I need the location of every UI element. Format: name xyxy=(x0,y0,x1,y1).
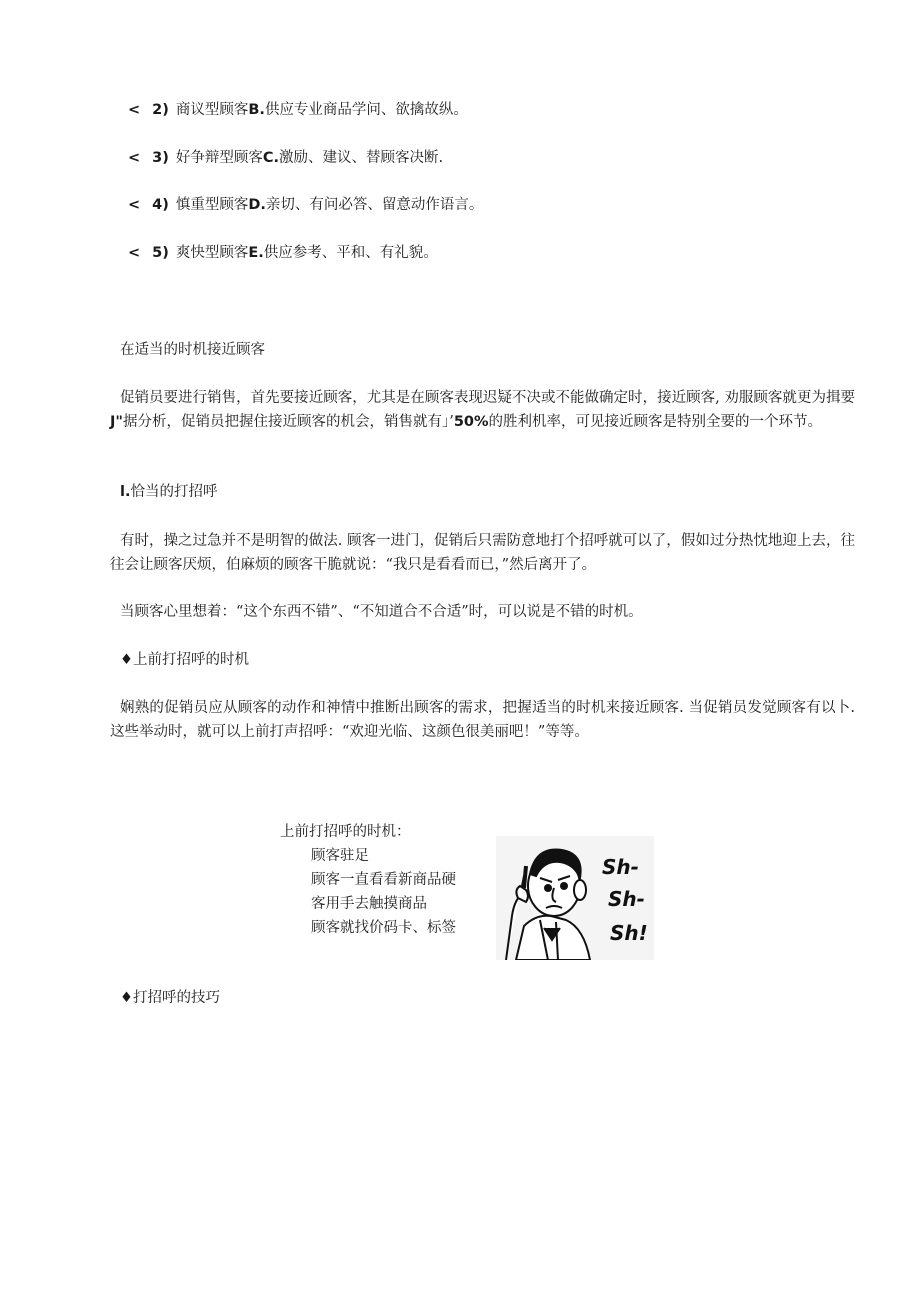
shushing-man-cartoon xyxy=(496,836,654,960)
match-description: 供应参考、平和、有礼貌。 xyxy=(263,245,438,261)
match-letter: D. xyxy=(248,197,266,213)
match-number: 5) xyxy=(152,245,169,261)
paragraph-timing-thought: 当顾客心里想着：“这个东西不错”、“不知道合不合适”时，可以说是不错的时机。 xyxy=(120,604,643,620)
match-number: 2) xyxy=(152,102,169,118)
match-description: 亲切、有问必答、留意动作语言。 xyxy=(265,197,484,213)
customer-type: 慎重型顾客 xyxy=(175,197,249,213)
intro-text-2: 据分析，促销员把握住接近顾客的机会，销售就有」’ xyxy=(122,414,454,430)
match-letter: E. xyxy=(248,245,264,261)
customer-type: 好争辩型顾客 xyxy=(175,150,263,166)
timing-item: 客用手去触摸商品 xyxy=(311,896,427,912)
intro-paragraph xyxy=(110,386,855,434)
heading-tips: ♦打招呼的技巧 xyxy=(120,990,220,1006)
section-title: 在适当的时机接近顾客 xyxy=(120,342,265,358)
matching-line xyxy=(128,195,483,215)
intro-text-3: 的胜利机率，可见接近顾客是特别全要的一个环节。 xyxy=(488,414,823,430)
intro-percent: 50% xyxy=(453,414,489,430)
intro-text-1: 促销员要进行销售，首先要接近顾客，尤其是在顾客表现迟疑不决或不能做确定时，接近顾客, 劝服顾客就更为揖要 xyxy=(120,390,855,406)
paragraph-observe: 娴熟的促销员应从顾客的动作和神情中推断出顾客的需求，把握适当的时机来接近顾客. 当促销员发觉顾客有以卜. 这些举动时，就可以上前打声招呼：“欢迎光临、这颜色很美丽吧！”等等。 xyxy=(110,700,855,740)
match-letter: C. xyxy=(262,150,280,166)
match-marker: < xyxy=(128,245,141,261)
matching-line xyxy=(128,243,438,263)
customer-type: 爽快型顾客 xyxy=(175,245,249,261)
heading-timing: ♦上前打招呼的时机 xyxy=(120,652,249,668)
match-marker: < xyxy=(128,102,141,118)
intro-bold-1: J" xyxy=(110,414,123,430)
match-description: 激励、建议、替顾客决断. xyxy=(279,150,444,166)
matching-line xyxy=(128,100,468,120)
timing-item: 顾客就找价码卡、标签 xyxy=(311,920,456,936)
match-number: 3) xyxy=(152,150,169,166)
match-marker: < xyxy=(128,150,141,166)
match-number: 4) xyxy=(152,197,169,213)
shush-line: Sh! xyxy=(610,921,648,945)
subsection-title: 恰当的打招呼 xyxy=(130,484,218,500)
subsection-number: l. xyxy=(120,484,131,500)
subsection-heading xyxy=(120,482,217,502)
shush-line: Sh- xyxy=(602,855,639,879)
timing-box-title: 上前打招呼的时机： xyxy=(280,824,411,840)
match-description: 供应专业商品学问、欲擒故纵。 xyxy=(264,102,468,118)
timing-box xyxy=(280,820,456,940)
customer-type: 商议型顾客 xyxy=(175,102,249,118)
paragraph-greeting: 有时，操之过急并不是明智的做法. 顾客一进门，促销后只需防意地打个招呼就可以了，假如过分热忱地迎上去，往往会让顾客厌烦，伯麻烦的顾客干脆就说：“我只是看看而已，”然后离开了。 xyxy=(110,533,855,573)
match-letter: B. xyxy=(248,102,265,118)
shush-line: Sh- xyxy=(608,887,645,911)
timing-item: 顾客一直看看新商品硬 xyxy=(311,872,456,888)
matching-line xyxy=(128,148,443,168)
timing-item: 顾客驻足 xyxy=(311,848,369,864)
match-marker: < xyxy=(128,197,141,213)
